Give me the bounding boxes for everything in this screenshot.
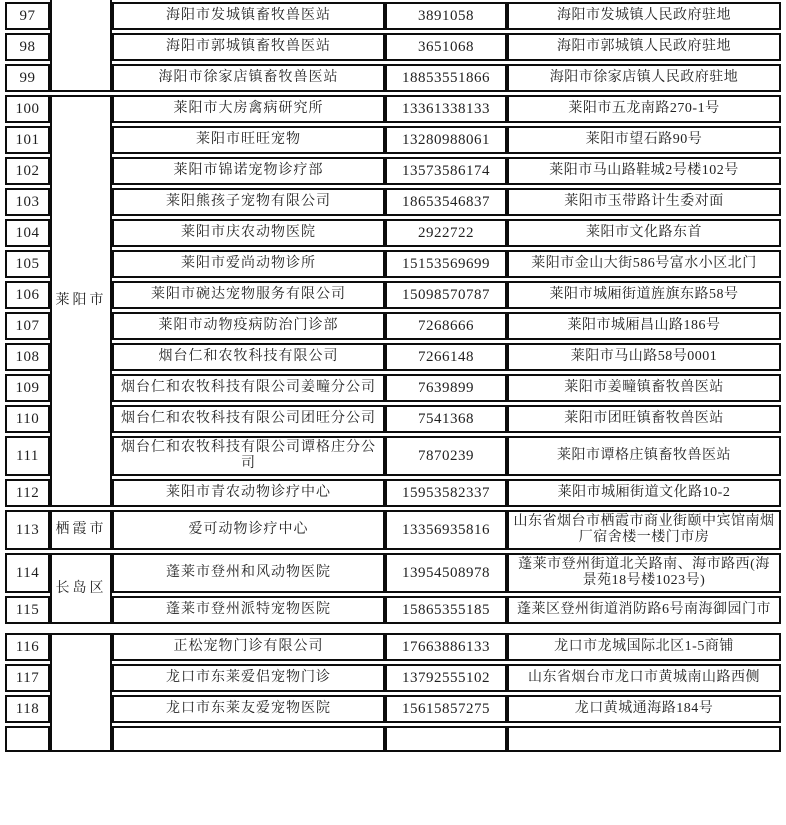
address-cell: 莱阳市马山路鞋城2号楼102号 (507, 157, 781, 185)
table-row (5, 553, 781, 593)
table-row (5, 405, 781, 433)
table-row (5, 374, 781, 402)
table-row (5, 95, 781, 123)
phone-cell: 7268666 (385, 312, 507, 340)
institution-name-cell: 蓬莱市登州派特宠物医院 (112, 596, 385, 624)
institution-name-cell: 莱阳熊孩子宠物有限公司 (112, 188, 385, 216)
row-number-cell: 102 (5, 157, 50, 185)
section-gap-cell (5, 627, 781, 630)
address-cell: 莱阳市玉带路计生委对面 (507, 188, 781, 216)
institution-name-cell: 烟台仁和农牧科技有限公司 (112, 343, 385, 371)
address-cell: 莱阳市金山大街586号富水小区北门 (507, 250, 781, 278)
city-cell: 莱阳市 (50, 95, 112, 507)
address-cell: 龙口黄城通海路184号 (507, 695, 781, 723)
row-number-cell: 110 (5, 405, 50, 433)
address-cell: 海阳市发城镇人民政府驻地 (507, 2, 781, 30)
table-body (5, 0, 781, 752)
institution-name-cell: 莱阳市碗达宠物服务有限公司 (112, 281, 385, 309)
institution-name-cell: 莱阳市旺旺宠物 (112, 126, 385, 154)
row-number-cell: 111 (5, 436, 50, 476)
institution-name-cell: 海阳市徐家店镇畜牧兽医站 (112, 64, 385, 92)
phone-cell: 7870239 (385, 436, 507, 476)
institution-name-cell: 烟台仁和农牧科技有限公司姜疃分公司 (112, 374, 385, 402)
table-row (5, 436, 781, 476)
phone-cell: 18853551866 (385, 64, 507, 92)
table-row (5, 219, 781, 247)
table-row (5, 633, 781, 661)
institution-name-cell: 海阳市发城镇畜牧兽医站 (112, 2, 385, 30)
address-cell: 莱阳市城厢街道文化路10-2 (507, 479, 781, 507)
address-cell: 莱阳市马山路58号0001 (507, 343, 781, 371)
phone-cell: 7639899 (385, 374, 507, 402)
row-number-cell: 99 (5, 64, 50, 92)
address-cell (507, 726, 781, 752)
institution-name-cell: 烟台仁和农牧科技有限公司谭格庄分公司 (112, 436, 385, 476)
institution-name-cell: 莱阳市锦诺宠物诊疗部 (112, 157, 385, 185)
table-row (5, 479, 781, 507)
address-cell: 莱阳市城厢昌山路186号 (507, 312, 781, 340)
address-cell: 莱阳市姜疃镇畜牧兽医站 (507, 374, 781, 402)
table-row (5, 250, 781, 278)
row-number-cell: 103 (5, 188, 50, 216)
row-number-cell: 101 (5, 126, 50, 154)
row-number-cell: 115 (5, 596, 50, 624)
row-number-cell: 118 (5, 695, 50, 723)
address-cell: 莱阳市望石路90号 (507, 126, 781, 154)
address-cell: 海阳市郭城镇人民政府驻地 (507, 33, 781, 61)
address-cell: 莱阳市团旺镇畜牧兽医站 (507, 405, 781, 433)
row-number-cell: 113 (5, 510, 50, 550)
city-cell (50, 633, 112, 752)
row-number-cell: 108 (5, 343, 50, 371)
institution-name-cell (112, 726, 385, 752)
phone-cell: 7541368 (385, 405, 507, 433)
phone-cell: 7266148 (385, 343, 507, 371)
phone-cell: 13573586174 (385, 157, 507, 185)
institution-name-cell: 龙口市东莱爱侣宠物门诊 (112, 664, 385, 692)
phone-cell: 13356935816 (385, 510, 507, 550)
phone-cell: 13954508978 (385, 553, 507, 593)
address-cell: 莱阳市五龙南路270-1号 (507, 95, 781, 123)
row-number-cell (5, 726, 50, 752)
institution-name-cell: 莱阳市庆农动物医院 (112, 219, 385, 247)
address-cell: 莱阳市城厢街道旌旗东路58号 (507, 281, 781, 309)
address-cell: 山东省烟台市栖霞市商业街颐中宾馆南烟厂宿舍楼一楼门市房 (507, 510, 781, 550)
institution-name-cell: 海阳市郭城镇畜牧兽医站 (112, 33, 385, 61)
address-cell: 蓬莱区登州街道消防路6号南海御园门市 (507, 596, 781, 624)
table-row (5, 281, 781, 309)
phone-cell (385, 726, 507, 752)
table-row (5, 510, 781, 550)
row-number-cell: 114 (5, 553, 50, 593)
city-cell: 栖霞市 (50, 510, 112, 550)
city-cell: 长岛区 (50, 553, 112, 624)
row-number-cell: 112 (5, 479, 50, 507)
row-number-cell: 97 (5, 2, 50, 30)
institution-name-cell: 莱阳市大房禽病研究所 (112, 95, 385, 123)
address-cell: 莱阳市文化路东首 (507, 219, 781, 247)
table-row (5, 126, 781, 154)
table-row (5, 312, 781, 340)
row-number-cell: 109 (5, 374, 50, 402)
row-number-cell: 117 (5, 664, 50, 692)
table-row (5, 33, 781, 61)
address-cell: 莱阳市谭格庄镇畜牧兽医站 (507, 436, 781, 476)
row-number-cell: 104 (5, 219, 50, 247)
row-number-cell: 98 (5, 33, 50, 61)
institution-name-cell: 爱可动物诊疗中心 (112, 510, 385, 550)
phone-cell: 17663886133 (385, 633, 507, 661)
partial-bottom-row (5, 726, 781, 752)
row-number-cell: 106 (5, 281, 50, 309)
row-number-cell: 100 (5, 95, 50, 123)
address-cell: 山东省烟台市龙口市黄城南山路西侧 (507, 664, 781, 692)
table-row (5, 664, 781, 692)
table-row (5, 188, 781, 216)
address-cell: 蓬莱市登州街道北关路南、海市路西(海景苑18号楼1023号) (507, 553, 781, 593)
phone-cell: 2922722 (385, 219, 507, 247)
table-crop-offset (5, 0, 786, 755)
table-row (5, 343, 781, 371)
institution-name-cell: 蓬莱市登州和风动物医院 (112, 553, 385, 593)
row-number-cell: 107 (5, 312, 50, 340)
table-row (5, 157, 781, 185)
row-number-cell: 105 (5, 250, 50, 278)
phone-cell: 13792555102 (385, 664, 507, 692)
phone-cell: 15953582337 (385, 479, 507, 507)
phone-cell: 15153569699 (385, 250, 507, 278)
institution-name-cell: 莱阳市动物疫病防治门诊部 (112, 312, 385, 340)
phone-cell: 15865355185 (385, 596, 507, 624)
table-row (5, 64, 781, 92)
table-row (5, 695, 781, 723)
institution-name-cell: 龙口市东莱友爱宠物医院 (112, 695, 385, 723)
address-cell: 龙口市龙城国际北区1-5商铺 (507, 633, 781, 661)
city-cell (50, 0, 112, 92)
phone-cell: 15098570787 (385, 281, 507, 309)
table-row (5, 2, 781, 30)
institution-name-cell: 莱阳市青农动物诊疗中心 (112, 479, 385, 507)
phone-cell: 13361338133 (385, 95, 507, 123)
phone-cell: 3891058 (385, 2, 507, 30)
vet-registry-table (5, 0, 781, 755)
phone-cell: 13280988061 (385, 126, 507, 154)
phone-cell: 18653546837 (385, 188, 507, 216)
institution-name-cell: 烟台仁和农牧科技有限公司团旺分公司 (112, 405, 385, 433)
address-cell: 海阳市徐家店镇人民政府驻地 (507, 64, 781, 92)
table-row (5, 596, 781, 624)
institution-name-cell: 莱阳市爱尚动物诊所 (112, 250, 385, 278)
phone-cell: 3651068 (385, 33, 507, 61)
row-number-cell: 116 (5, 633, 50, 661)
institution-name-cell: 正松宠物门诊有限公司 (112, 633, 385, 661)
section-gap (5, 627, 781, 630)
phone-cell: 15615857275 (385, 695, 507, 723)
